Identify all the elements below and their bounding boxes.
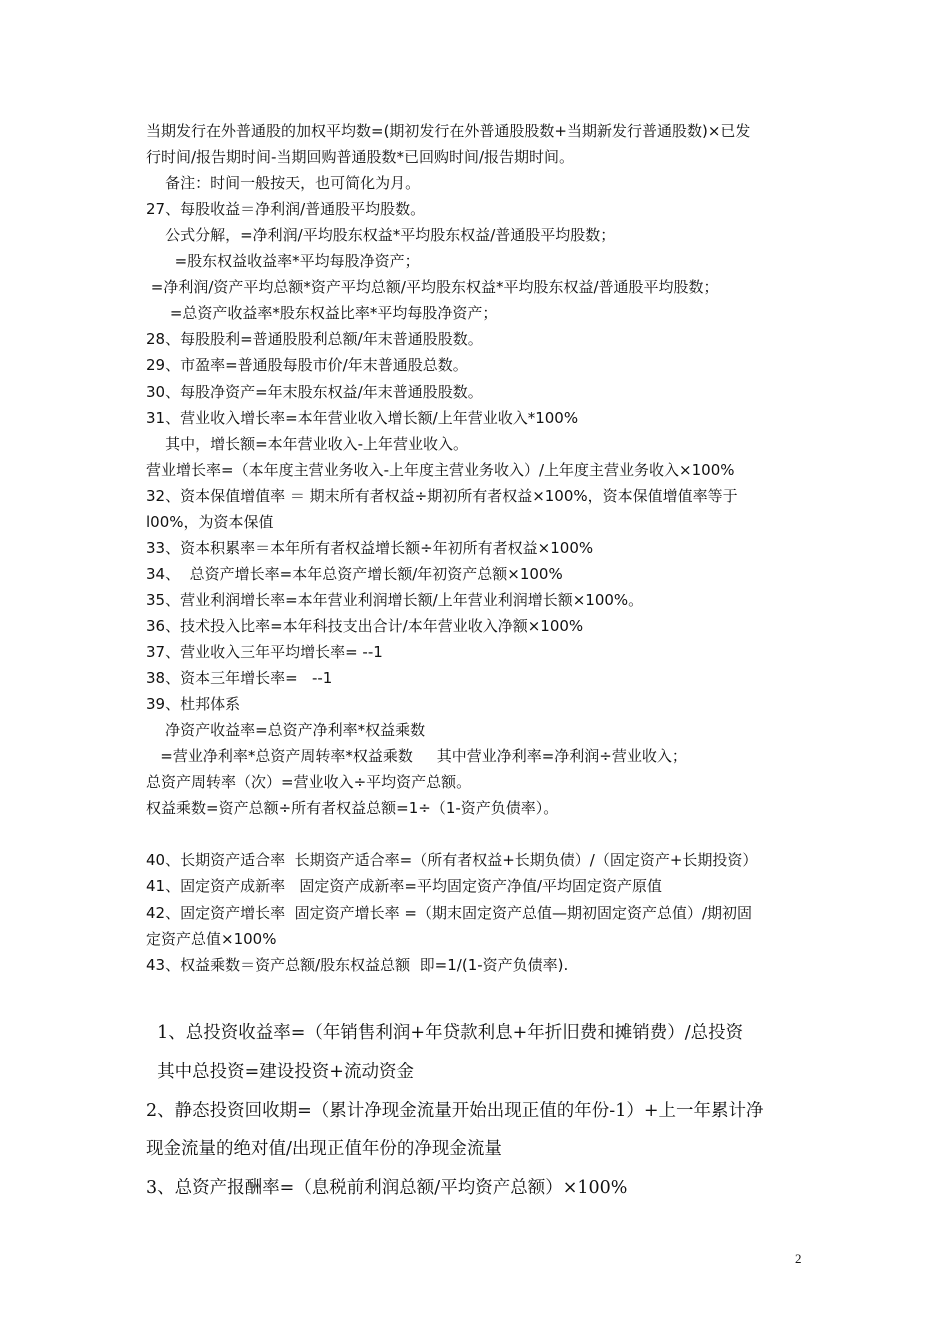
text-line: 33、资本积累率＝本年所有者权益增长额÷年初所有者权益×100%	[146, 538, 594, 557]
text-line: 权益乘数=资产总额÷所有者权益总额=1÷（1-资产负债率）。	[146, 799, 559, 818]
text-line: 35、营业利润增长率=本年营业利润增长额/上年营业利润增长额×100%。	[146, 590, 644, 609]
text-line: 42、固定资产增长率 固定资产增长率 =（期末固定资产总值—期初固定资产总值）/期初固	[146, 903, 753, 922]
large-text-line: 1、总投资收益率=（年销售利润+年贷款利息+年折旧费和摊销费）/总投资	[146, 1023, 744, 1043]
large-text-line: 现金流量的绝对值/出现正值年份的净现金流量	[146, 1139, 502, 1159]
text-line: 38、资本三年增长率= --1	[146, 669, 333, 688]
text-line: 29、市盈率=普通股每股市价/年末普通股总数。	[146, 356, 468, 375]
text-line: l00%，为资本保值	[146, 512, 274, 531]
text-line: 行时间/报告期时间-当期回购普通股数*已回购时间/报告期时间。	[146, 148, 575, 167]
text-line: =总资产收益率*股东权益比率*平均每股净资产；	[146, 304, 498, 323]
text-line: 30、每股净资产=年末股东权益/年末普通股股数。	[146, 382, 483, 401]
text-line: =净利润/资产平均总额*资产平均总额/平均股东权益*平均股东权益/普通股平均股数；	[146, 278, 719, 297]
text-line: 43、权益乘数＝资产总额/股东权益总额 即=1/(1-资产负债率).	[146, 955, 569, 974]
text-line: 34、 总资产增长率=本年总资产增长额/年初资产总额×100%	[146, 564, 563, 583]
text-line: 备注：时间一般按天，也可简化为月。	[146, 174, 421, 193]
large-text-line: 其中总投资=建设投资+流动资金	[146, 1062, 414, 1082]
text-line: 39、杜邦体系	[146, 695, 241, 714]
large-text-line: 3、总资产报酬率=（息税前利润总额/平均资产总额）×100%	[146, 1178, 628, 1198]
text-line: =营业净利率*总资产周转率*权益乘数 其中营业净利率=净利润÷营业收入；	[146, 747, 687, 766]
text-line: 36、技术投入比率=本年科技支出合计/本年营业收入净额×100%	[146, 616, 584, 635]
text-line: 净资产收益率=总资产净利率*权益乘数	[146, 721, 426, 740]
text-line: 其中，增长额=本年营业收入-上年营业收入。	[146, 434, 469, 453]
text-line: 营业增长率=（本年度主营业务收入-上年度主营业务收入）/上年度主营业务收入×100%	[146, 460, 735, 479]
text-line: 定资产总值×100%	[146, 929, 277, 948]
text-line: 40、长期资产适合率 长期资产适合率=（所有者权益+长期负债）/（固定资产+长期投资）	[146, 851, 758, 870]
text-line: 32、资本保值增值率 ＝ 期末所有者权益÷期初所有者权益×100%，资本保值增值率等于	[146, 486, 738, 505]
text-line: 总资产周转率（次）=营业收入÷平均资产总额。	[146, 773, 472, 792]
page-number: 2	[795, 1251, 802, 1266]
text-line: =股东权益收益率*平均每股净资产；	[146, 252, 420, 271]
text-line: 28、每股股利=普通股股利总额/年末普通股股数。	[146, 330, 483, 349]
text-line: 27、每股收益＝净利润/普通股平均股数。	[146, 200, 426, 219]
text-line: 37、营业收入三年平均增长率= --1	[146, 643, 383, 661]
large-text-line: 2、静态投资回收期=（累计净现金流量开始出现正值的年份-1）+上一年累计净	[146, 1101, 764, 1121]
text-line: 41、固定资产成新率 固定资产成新率=平均固定资产净值/平均固定资产原值	[146, 877, 663, 896]
text-line: 31、营业收入增长率=本年营业收入增长额/上年营业收入*100%	[146, 408, 579, 427]
text-line: 公式分解，=净利润/平均股东权益*平均股东权益/普通股平均股数；	[146, 226, 616, 245]
text-line: 当期发行在外普通股的加权平均数=(期初发行在外普通股股数+当期新发行普通股数)×已发	[146, 122, 751, 140]
